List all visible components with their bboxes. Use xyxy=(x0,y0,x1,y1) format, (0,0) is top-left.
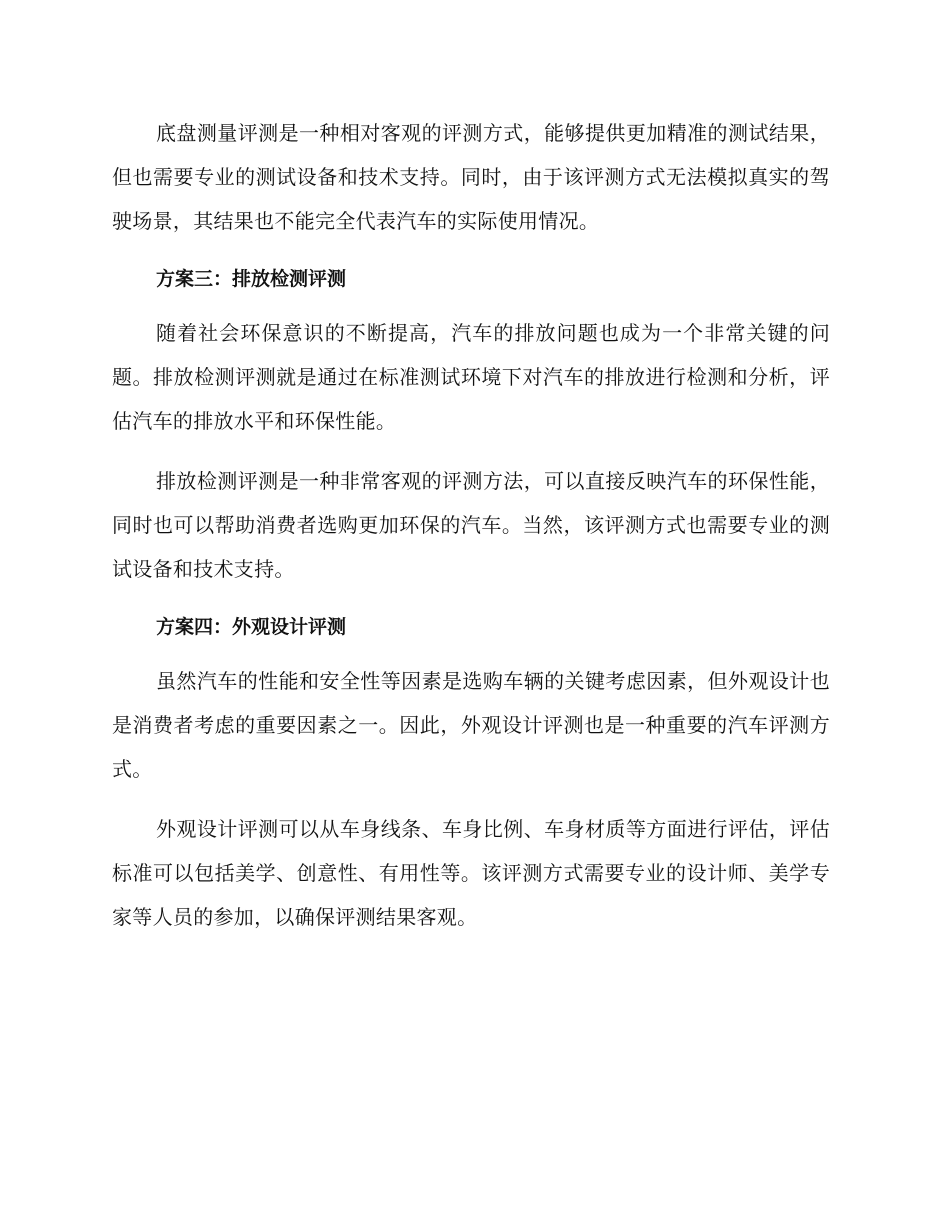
paragraph-chassis-summary: 底盘测量评测是一种相对客观的评测方式，能够提供更加精准的测试结果，但也需要专业的测试设备和技术支持。同时，由于该评测方式无法模拟真实的驾驶场景，其结果也不能完全代表汽车的实际使用情况。 xyxy=(112,121,830,233)
paragraph-emission-intro: 随着社会环保意识的不断提高，汽车的排放问题也成为一个非常关键的问题。排放检测评测就是通过在标准测试环境下对汽车的排放进行检测和分析，评估汽车的排放水平和环保性能。 xyxy=(112,321,830,433)
paragraph-exterior-intro: 虽然汽车的性能和安全性等因素是选购车辆的关键考虑因素，但外观设计也是消费者考虑的重要因素之一。因此，外观设计评测也是一种重要的汽车评测方式。 xyxy=(112,669,830,781)
heading-plan-three: 方案三：排放检测评测 xyxy=(156,268,347,290)
heading-plan-four: 方案四：外观设计评测 xyxy=(156,616,347,638)
paragraph-emission-summary: 排放检测评测是一种非常客观的评测方法，可以直接反映汽车的环保性能，同时也可以帮助消费者选购更加环保的汽车。当然，该评测方式也需要专业的测试设备和技术支持。 xyxy=(112,469,830,581)
paragraph-exterior-summary: 外观设计评测可以从车身线条、车身比例、车身材质等方面进行评估，评估标准可以包括美学、创意性、有用性等。该评测方式需要专业的设计师、美学专家等人员的参加，以确保评测结果客观。 xyxy=(112,817,830,929)
